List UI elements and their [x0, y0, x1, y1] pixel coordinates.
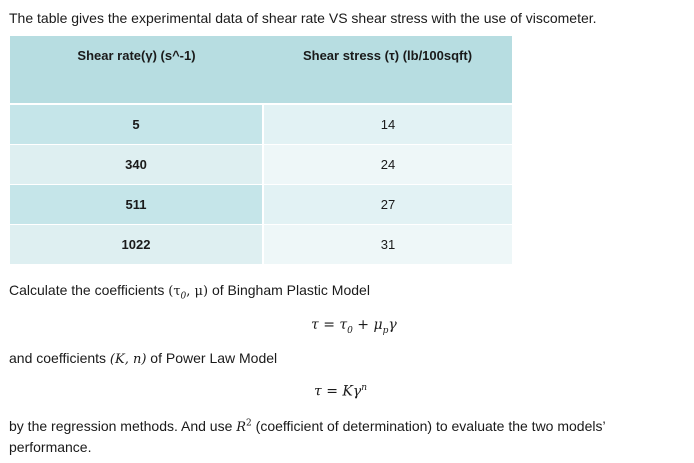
table-row	[10, 104, 512, 145]
table-header-row	[10, 36, 512, 104]
shear-stress-cell: 27	[263, 185, 512, 225]
header-shear-stress: Shear stress (τ) (lb/100sqft)	[263, 36, 512, 104]
power-law-equation: $\tau = K\gamma^n$	[314, 383, 367, 400]
closing-line-1: by the regression methods. And use $R^2$ (coefficient of determination) to evaluate the two models’	[9, 418, 606, 435]
header-shear-rate: Shear rate(γ) (s^-1)	[10, 36, 263, 104]
power-law-instruction: and coefficients (K, n) of Power Law Model	[9, 350, 278, 367]
table-row	[10, 185, 512, 225]
shear-rate-cell: 340	[10, 145, 263, 185]
problem-intro: The table gives the experimental data of shear rate VS shear stress with the use of viscometer.	[9, 10, 597, 26]
bingham-instruction: Calculate the coefficients ($\tau_0$, μ) of Bingham Plastic Model	[9, 282, 370, 302]
shear-stress-cell: 14	[263, 104, 512, 145]
closing-line-2: performance.	[9, 439, 92, 455]
shear-stress-cell: 24	[263, 145, 512, 185]
shear-data-table	[10, 36, 512, 265]
r-squared: $R^2$	[236, 418, 252, 435]
shear-rate-cell: 5	[10, 104, 263, 145]
bingham-coefficients: ($\tau_0$, μ)	[168, 284, 209, 302]
shear-rate-cell: 511	[10, 185, 263, 225]
shear-stress-cell: 31	[263, 225, 512, 265]
bingham-equation: $\tau = \tau_0 + \mu_p\gamma$	[311, 317, 397, 336]
shear-rate-cell: 1022	[10, 225, 263, 265]
table-row	[10, 225, 512, 265]
table-row	[10, 145, 512, 185]
power-law-coefficients: (K, n)	[109, 352, 147, 367]
